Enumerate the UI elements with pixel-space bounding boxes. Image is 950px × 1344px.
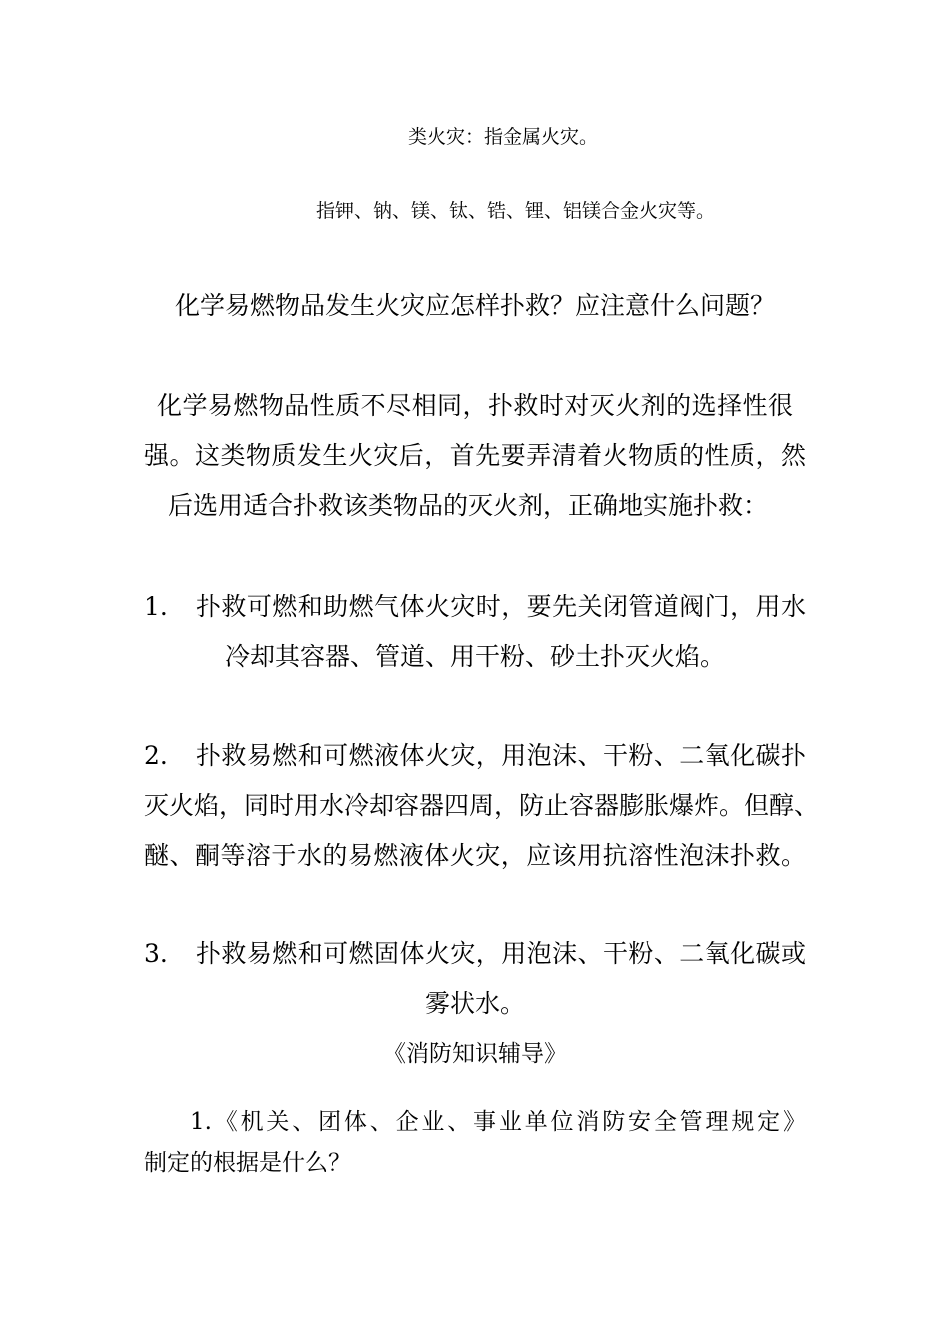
fire-class-d-title: 类火灾：指金属火灾。 xyxy=(408,126,599,148)
item-number: 1. xyxy=(144,592,168,621)
item-line: 扑救易燃和可燃固体火灾，用泡沫、干粉、二氧化碳或 xyxy=(196,939,806,968)
item-line: 灭火焰，同时用水冷却容器四周，防止容器膨胀爆炸。但醇、 xyxy=(144,791,820,820)
item-line: 扑救易燃和可燃液体火灾，用泡沫、干粉、二氧化碳扑 xyxy=(196,741,806,770)
question-heading: 化学易燃物品发生火灾应怎样扑救？应注意什么问题？ xyxy=(174,291,775,320)
item-number: 2. xyxy=(144,741,168,770)
item-line: 扑救可燃和助燃气体火灾时，要先关闭管道阀门，用水 xyxy=(196,592,806,621)
answer-intro-line: 强。这类物质发生火灾后，首先要弄清着火物质的性质，然 xyxy=(144,441,806,470)
section-title: 《消防知识辅导》 xyxy=(383,1041,567,1067)
section-question-line: 1.《机关、团体、企业、事业单位消防安全管理规定》 xyxy=(190,1109,806,1135)
item-line: 冷却其容器、管道、用干粉、砂土扑灭火焰。 xyxy=(224,642,725,671)
item-line: 醚、酮等溶于水的易燃液体火灾，应该用抗溶性泡沫扑救。 xyxy=(144,841,806,870)
answer-intro-line: 化学易燃物品性质不尽相同，扑救时对灭火剂的选择性很 xyxy=(157,391,793,420)
answer-intro-line: 后选用适合扑救该类物品的灭火剂，正确地实施扑救： xyxy=(168,491,769,520)
section-question-line: 制定的根据是什么？ xyxy=(144,1150,351,1176)
fire-class-d-detail: 指钾、钠、镁、钛、锆、锂、铝镁合金火灾等。 xyxy=(316,200,716,222)
item-line: 雾状水。 xyxy=(424,989,525,1018)
item-number: 3. xyxy=(144,939,168,968)
